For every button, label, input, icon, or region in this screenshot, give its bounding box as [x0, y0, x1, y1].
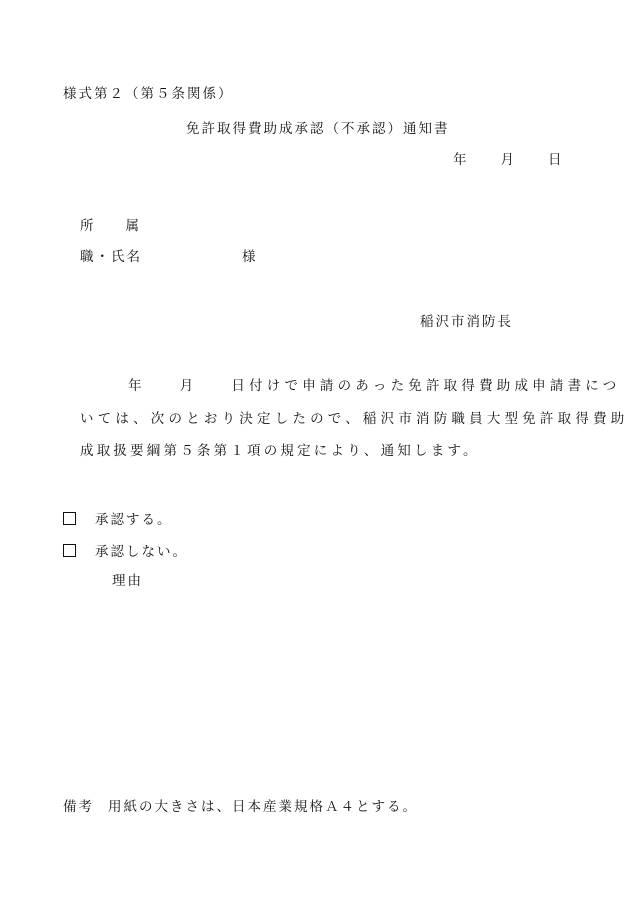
body-line-2: いては、次のとおり決定したので、稲沢市消防職員大型免許取得費助: [80, 411, 629, 427]
honorific: 様: [242, 249, 258, 265]
form-number: 様式第２（第５条関係）: [63, 86, 234, 102]
affiliation-label-part1: 所: [80, 218, 96, 234]
position-name-label: 職・氏名: [80, 249, 142, 265]
option-disapprove: [63, 544, 188, 560]
body-line-3: 成取扱要綱第５条第１項の規定により、通知します。: [80, 443, 480, 459]
date-day-label: 日: [548, 152, 564, 168]
checkbox-icon: [63, 544, 76, 557]
date-year-label: 年: [453, 152, 469, 168]
option-disapprove-label: 承認しない。: [95, 544, 188, 560]
checkbox-icon: [63, 512, 76, 525]
date-line: [453, 154, 564, 168]
affiliation-label: [80, 220, 141, 234]
body-line-1-text: 日付けで申請のあった免許取得費助成申請書につ: [231, 378, 621, 394]
option-approve-label: 承認する。: [95, 512, 173, 528]
remarks-text: 用紙の大きさは、日本産業規格Ａ４とする。: [108, 799, 418, 815]
remarks: [63, 801, 418, 815]
affiliation-label-part2: 属: [125, 218, 141, 234]
body-line-1: [80, 380, 620, 394]
option-approve: [63, 512, 173, 528]
remarks-label: 備考: [63, 799, 94, 815]
issuer-name: 稲沢市消防長: [420, 314, 513, 330]
document-title: 免許取得費助成承認（不承認）通知書: [186, 121, 450, 137]
body-year-label: 年: [128, 378, 146, 394]
date-month-label: 月: [500, 152, 516, 168]
body-month-label: 月: [179, 378, 198, 394]
reason-label: 理由: [112, 573, 143, 589]
